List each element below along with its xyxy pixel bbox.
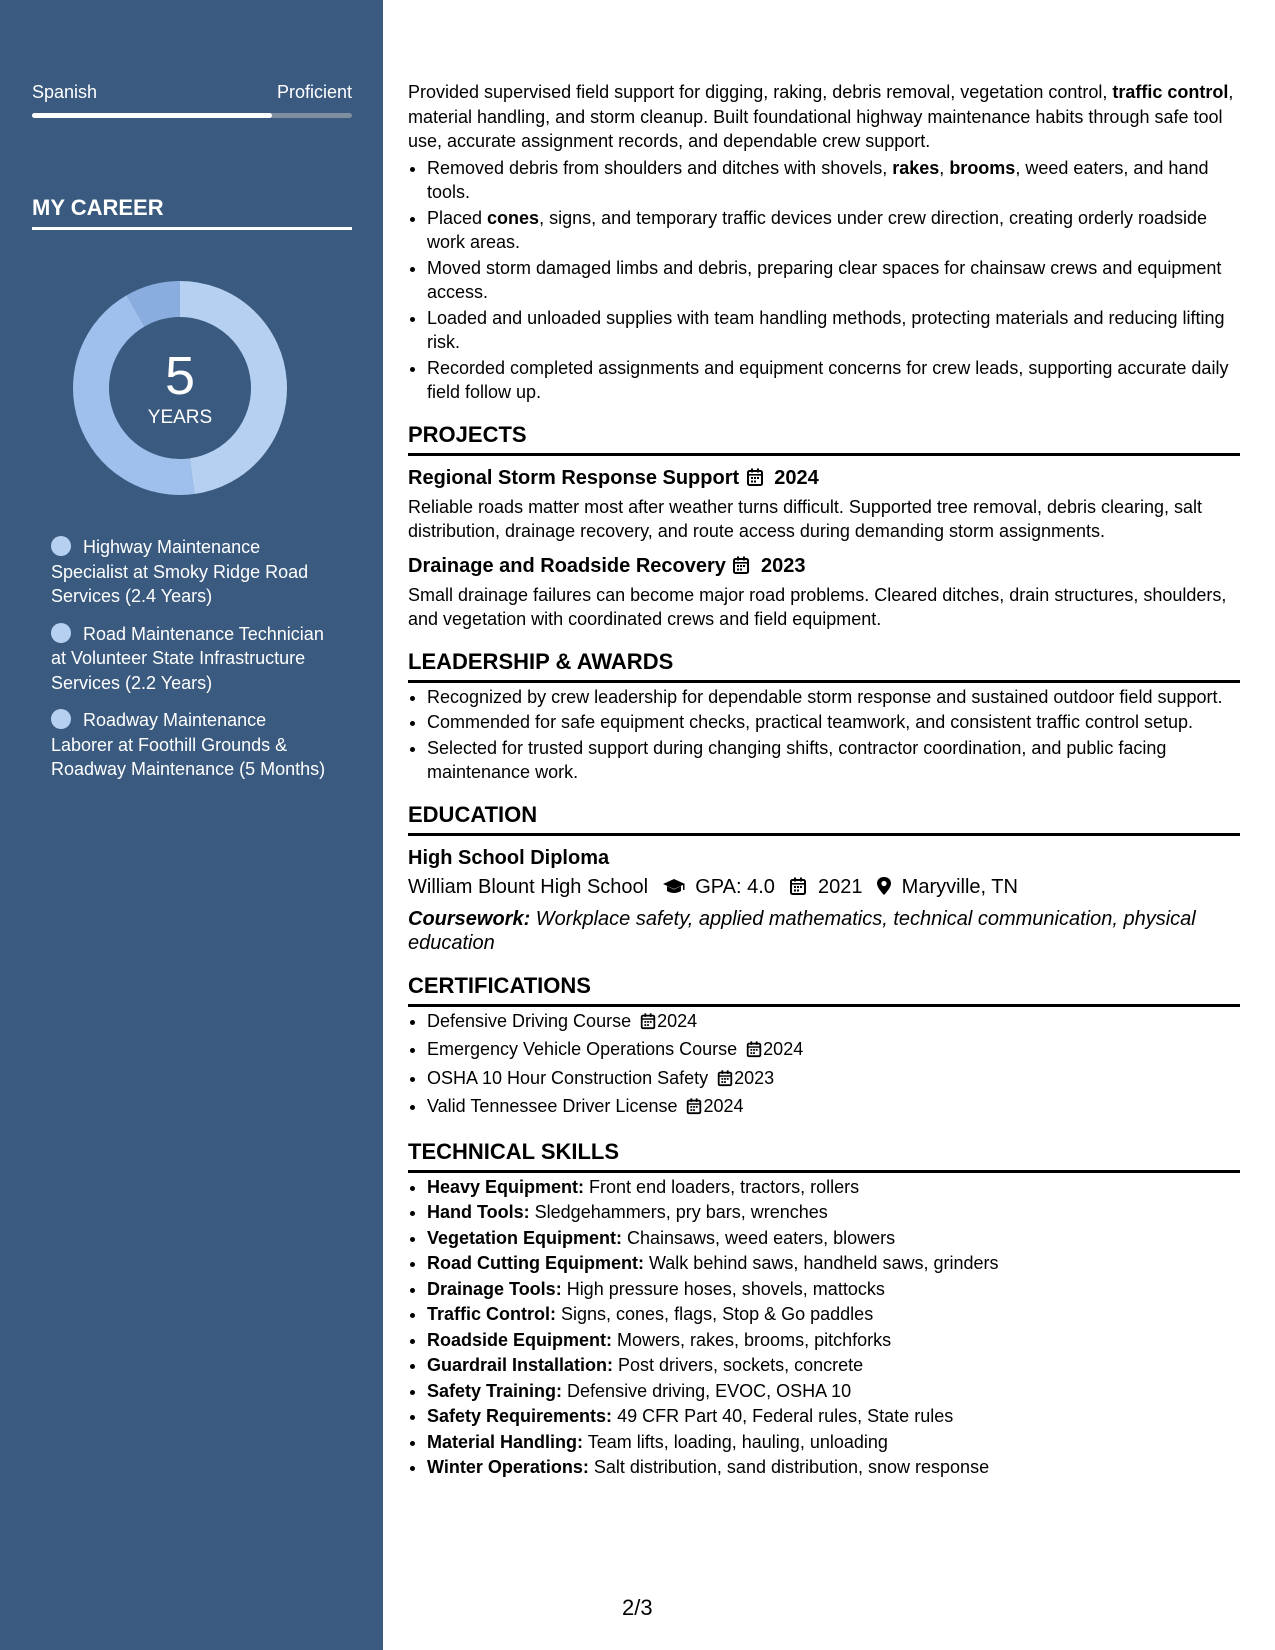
school-name: William Blount High School (408, 875, 649, 898)
total-years-number: 5 (164, 346, 196, 406)
skill-label: Vegetation Equipment: (427, 1227, 623, 1248)
coursework-text: Workplace safety, applied mathematics, technical communication, physical education (408, 907, 1196, 954)
intro-text: Provided supervised field support for digging, raking, debris removal, vegetation control, (408, 82, 1113, 102)
skills-list (408, 1175, 1240, 1480)
skill-value: Sledgehammers, pry bars, wrenches (529, 1202, 828, 1222)
project-title: Drainage and Roadside Recovery (408, 554, 726, 577)
leadership-item: • Selected for trusted support during changing shifts, contractor coordination, and public facing maintenance work. (427, 736, 1240, 785)
certification-year: 2024 (703, 1096, 744, 1116)
calendar-icon (745, 1040, 763, 1065)
projects-heading: PROJECTS (408, 421, 1240, 456)
leadership-list (408, 685, 1240, 785)
graduation-cap-icon (662, 875, 686, 905)
skill-value: Walk behind saws, handheld saws, grinders (643, 1253, 999, 1273)
education-heading: EDUCATION (408, 801, 1240, 836)
bullet-text: , weed eaters, and hand tools. (427, 157, 1209, 202)
skill-value: Defensive driving, EVOC, OSHA 10 (562, 1380, 852, 1401)
skill-value: Chainsaws, weed eaters, blowers (622, 1227, 896, 1248)
experience-bullet (427, 156, 1240, 205)
career-item (51, 708, 331, 782)
experience-intro (408, 80, 1240, 154)
skill-value: Signs, cones, flags, Stop & Go paddles (556, 1304, 874, 1324)
career-item (51, 535, 331, 609)
career-item (51, 622, 331, 696)
page-number: 2/3 (622, 1595, 653, 1620)
skill-item (427, 1226, 1240, 1251)
calendar-icon (788, 875, 808, 905)
project-year: 2024 (774, 466, 819, 489)
skill-label: Winter Operations: (427, 1457, 589, 1477)
skill-value: Mowers, rakes, brooms, pitchforks (612, 1329, 892, 1350)
calendar-icon (639, 1012, 657, 1037)
bullet-text: Placed (427, 207, 488, 228)
certification-name: OSHA 10 Hour Construction Safety (427, 1067, 709, 1088)
skill-label: Safety Training: (427, 1380, 563, 1401)
education-meta (408, 872, 1240, 905)
bullet-text: , signs, and temporary traffic devices under crew direction, creating orderly roadside work areas. (427, 207, 1208, 252)
total-years-unit: YEARS (147, 407, 213, 428)
donut-center (65, 273, 295, 503)
bullet-text: , (939, 157, 950, 178)
language-level: Proficient (276, 82, 352, 102)
bullet-bold: cones (487, 207, 540, 228)
certification-item (427, 1009, 1240, 1037)
skill-item (427, 1404, 1240, 1429)
project-year: 2023 (761, 554, 806, 577)
project-title-row (408, 464, 1240, 495)
career-list (51, 535, 331, 795)
experience-bullet: • Moved storm damaged limbs and debris, preparing clear spaces for chainsaw crews and equipment access. (427, 256, 1240, 305)
calendar-icon (716, 1069, 734, 1094)
bullet-bold: rakes (892, 157, 940, 178)
coursework-label: Coursework: (408, 907, 531, 930)
degree-title: High School Diploma (408, 846, 610, 869)
leadership-heading: LEADERSHIP & AWARDS (408, 648, 1240, 683)
calendar-icon (745, 467, 765, 495)
project-title: Regional Storm Response Support (408, 466, 740, 489)
calendar-icon (731, 555, 751, 583)
coursework (408, 907, 1240, 956)
skill-value: High pressure hoses, shovels, mattocks (561, 1278, 885, 1299)
bullet-text: Removed debris from shoulders and ditches with shovels, (427, 157, 893, 178)
certification-item (427, 1066, 1240, 1094)
experience-bullet: • Recorded completed assignments and equipment concerns for crew leads, supporting accurate daily field follow up. (427, 356, 1240, 405)
skill-label: Traffic Control: (427, 1304, 556, 1324)
skill-value: Team lifts, loading, hauling, unloading (583, 1431, 888, 1452)
skill-value: 49 CFR Part 40, Federal rules, State rules (612, 1406, 954, 1426)
skill-value: Front end loaders, tractors, rollers (584, 1176, 860, 1197)
career-item-text: Highway Maintenance Specialist at Smoky Ridge Road Services (2.4 Years) (51, 537, 309, 606)
certification-year: 2023 (734, 1067, 775, 1088)
language-row (32, 82, 352, 103)
skills-heading: TECHNICAL SKILLS (408, 1138, 1240, 1173)
skill-item (427, 1455, 1240, 1480)
certification-item (427, 1094, 1240, 1122)
certifications-list (408, 1009, 1240, 1122)
skill-label: Heavy Equipment: (427, 1176, 585, 1197)
skill-item (427, 1200, 1240, 1225)
skill-item (427, 1302, 1240, 1327)
language-proficiency-fill (32, 113, 272, 118)
skill-label: Safety Requirements: (427, 1406, 613, 1426)
gpa: GPA: 4.0 (695, 875, 775, 898)
skill-label: Guardrail Installation: (427, 1355, 614, 1375)
education-location: Maryville, TN (901, 875, 1018, 898)
bullet-bold: brooms (949, 157, 1016, 178)
skill-value: Salt distribution, sand distribution, snow response (588, 1457, 990, 1477)
certification-year: 2024 (657, 1010, 698, 1031)
intro-bold: traffic control (1112, 82, 1229, 102)
career-donut-chart (65, 273, 295, 503)
language-proficiency-bar (32, 113, 352, 118)
certification-year: 2024 (763, 1039, 804, 1059)
calendar-icon (685, 1097, 703, 1122)
experience-bullet (427, 206, 1240, 255)
certification-item (427, 1037, 1240, 1065)
location-pin-icon (876, 875, 892, 905)
certifications-heading: CERTIFICATIONS (408, 972, 1240, 1007)
certification-name: Emergency Vehicle Operations Course (427, 1039, 738, 1059)
project-title-row (408, 552, 1240, 583)
certification-name: Defensive Driving Course (427, 1010, 632, 1031)
project-description: Small drainage failures can become major road problems. Cleared ditches, drain structures, shoulders, and vegetation with coordinated crews and field equipment. (408, 584, 1227, 629)
career-item-text: Roadway Maintenance Laborer at Foothill Grounds & Roadway Maintenance (5 Months) (51, 710, 326, 779)
sidebar (0, 0, 383, 1650)
leadership-item: • Recognized by crew leadership for dependable storm response and sustained outdoor field support. (427, 685, 1240, 710)
legend-dot (51, 709, 71, 729)
career-item-text: Road Maintenance Technician at Volunteer State Infrastructure Services (2.2 Years) (51, 623, 324, 693)
experience-bullet: • Loaded and unloaded supplies with team handling methods, protecting materials and reducing lifting risk. (427, 306, 1240, 355)
legend-dot (51, 623, 71, 643)
skill-item (427, 1251, 1240, 1276)
legend-dot (51, 536, 71, 556)
main-content (408, 80, 1240, 1481)
skill-item (427, 1379, 1240, 1404)
career-heading: MY CAREER (32, 195, 352, 230)
skill-label: Hand Tools: (427, 1202, 530, 1222)
skill-item (427, 1430, 1240, 1455)
leadership-item: • Commended for safe equipment checks, practical teamwork, and consistent traffic control setup. (427, 710, 1240, 735)
skill-label: Drainage Tools: (427, 1278, 562, 1299)
skill-label: Road Cutting Equipment: (427, 1253, 644, 1273)
skill-item (427, 1175, 1240, 1200)
project-description: Reliable roads matter most after weather turns difficult. Supported tree removal, debris clearing, salt distribution, drainage recovery, and route access during demanding storm assignments. (408, 496, 1203, 541)
experience-bullets (408, 156, 1240, 405)
skill-label: Material Handling: (427, 1431, 584, 1452)
intro-text-end: , material handling, and storm cleanup. Built foundational highway maintenance habits through safe tool use, accurate assignment records, and dependable crew support. (408, 82, 1234, 151)
language-name: Spanish (32, 82, 98, 102)
skill-label: Roadside Equipment: (427, 1329, 613, 1350)
skill-item (427, 1277, 1240, 1302)
skill-item (427, 1353, 1240, 1378)
skill-value: Post drivers, sockets, concrete (613, 1355, 864, 1375)
skill-item (427, 1328, 1240, 1353)
graduation-year: 2021 (818, 875, 863, 898)
certification-name: Valid Tennessee Driver License (427, 1096, 678, 1116)
